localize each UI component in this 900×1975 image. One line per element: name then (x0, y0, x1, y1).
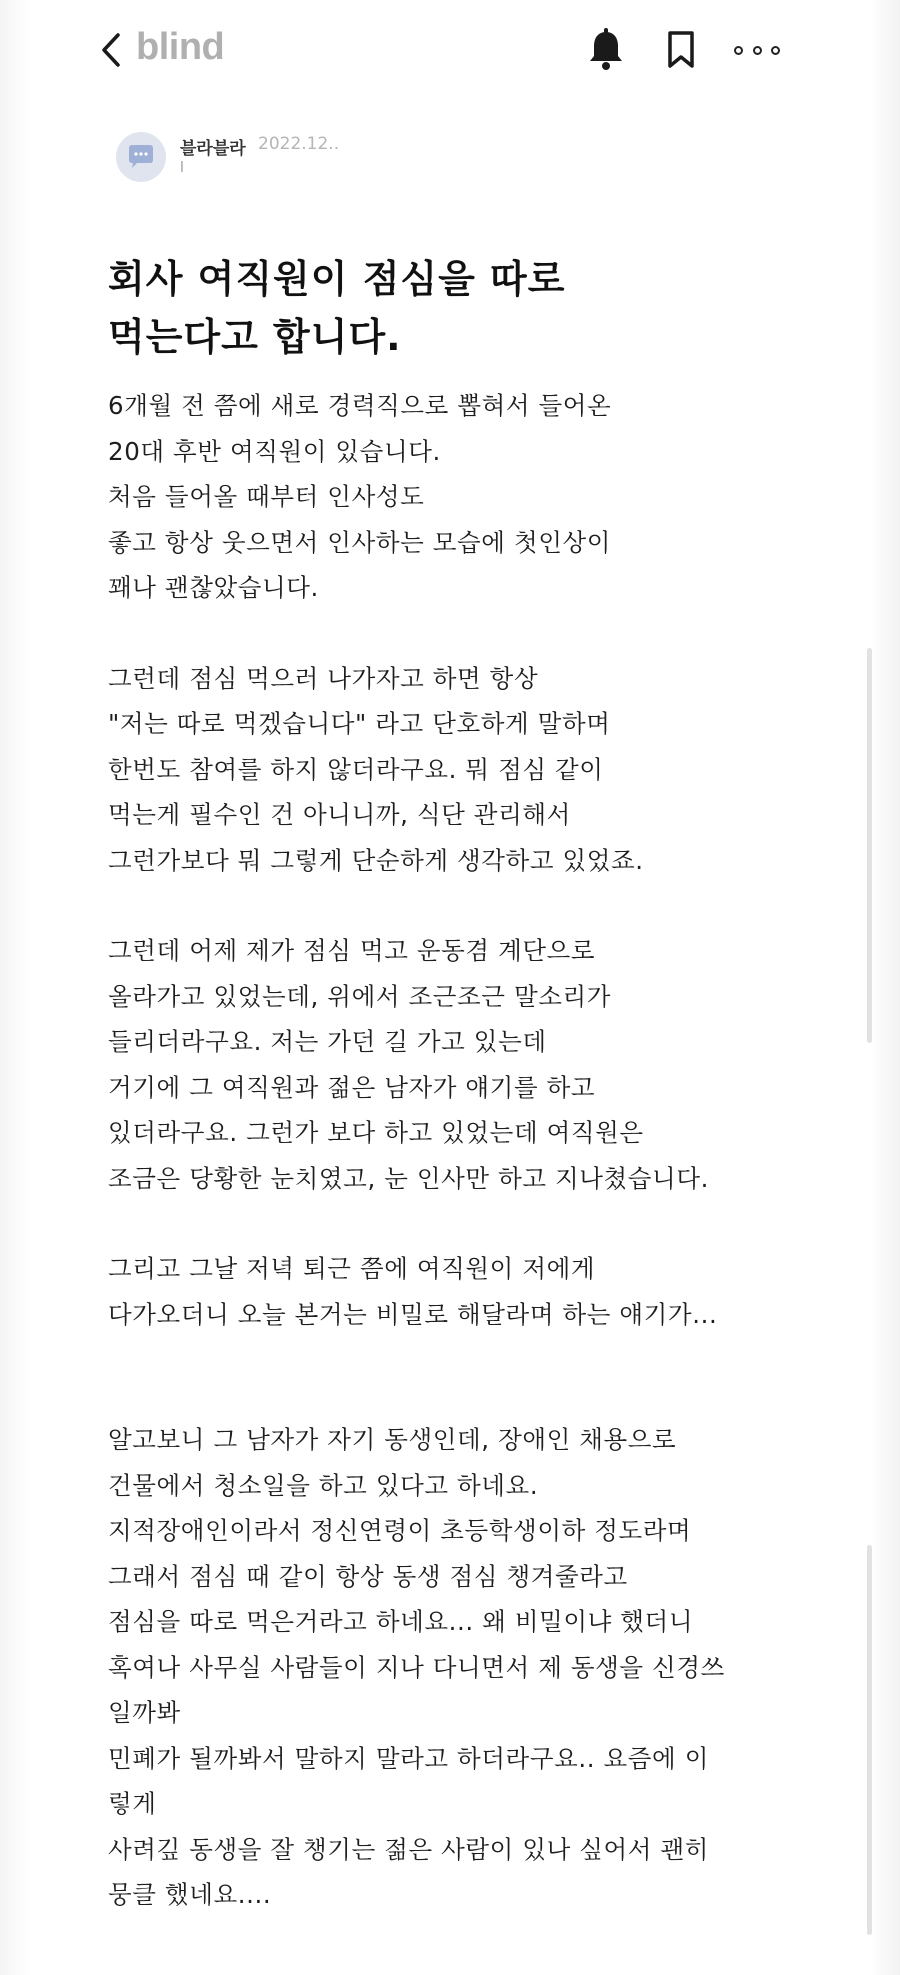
paragraph-gap (108, 1337, 848, 1417)
body-line: 거기에 그 여직원과 젊은 남자가 얘기를 하고 (108, 1072, 596, 1102)
body-line: 그런가보다 뭐 그렇게 단순하게 생각하고 있었죠. (108, 845, 644, 875)
scrollbar-thumb[interactable] (867, 1545, 872, 1935)
top-bar (0, 0, 900, 100)
paragraph (108, 1246, 848, 1337)
bell-icon (586, 28, 626, 72)
post-date: 2022.12.. (258, 134, 340, 154)
paragraph (108, 656, 848, 884)
author-company: l (180, 160, 184, 176)
body-line: 건물에서 청소일을 하고 있다고 하네요. (108, 1470, 539, 1500)
post-title (108, 250, 808, 366)
author-name[interactable]: 블라블라 (180, 139, 246, 159)
paragraph-gap (108, 611, 848, 656)
body-line: 그런데 어제 제가 점심 먹고 운동겸 계단으로 (108, 936, 596, 965)
body-line: 사려깊 동생을 잘 챙기는 젊은 사람이 있나 싶어서 괜히 (108, 1834, 709, 1864)
body-line: 혹여나 사무실 사람들이 지나 다니면서 제 동생을 신경쓰 (108, 1652, 725, 1682)
body-line: 좋고 항상 웃으면서 인사하는 모습에 첫인상이 (108, 527, 612, 557)
body-line: 들리더라구요. 저는 가던 길 가고 있는데 (108, 1027, 547, 1056)
title-line: 먹는다고 합니다. (108, 315, 402, 359)
body-line: "저는 따로 먹겠습니다" 라고 단호하게 말하며 (108, 709, 611, 738)
body-line: 꽤나 괜찮았습니다. (108, 573, 319, 602)
paragraph-gap (108, 883, 848, 928)
body-line: 다가오더니 오늘 본거는 비밀로 해달라며 하는 얘기가... (108, 1299, 718, 1329)
body-line: 알고보니 그 남자가 자기 동생인데, 장애인 채용으로 (108, 1425, 677, 1454)
body-line: 지적장애인이라서 정신연령이 초등학생이하 정도라며 (108, 1516, 692, 1545)
body-line: 올라가고 있었는데, 위에서 조근조근 말소리가 (108, 981, 612, 1011)
body-line: 처음 들어올 때부터 인사성도 (108, 482, 425, 511)
body-line: 뭉클 했네요.... (108, 1880, 272, 1909)
body-line: 렇게 (108, 1789, 157, 1818)
body-line: 먹는게 필수인 건 아니니까, 식단 관리해서 (108, 800, 571, 829)
body-line: 조금은 당황한 눈치였고, 눈 인사만 하고 지나쳤습니다. (108, 1163, 709, 1193)
body-line: 일까봐 (108, 1698, 181, 1727)
chevron-left-icon (100, 32, 122, 68)
scrollbar-thumb[interactable] (867, 648, 872, 1043)
body-line: 20대 후반 여직원이 있습니다. (108, 436, 441, 466)
more-icon (734, 46, 743, 55)
title-line: 회사 여직원이 점심을 따로 (108, 257, 566, 301)
body-line: 점심을 따로 먹은거라고 하네요... 왜 비밀이냐 했더니 (108, 1607, 694, 1636)
bookmark-icon (664, 30, 698, 70)
body-line: 그리고 그날 저녁 퇴근 쯤에 여직원이 저에게 (108, 1254, 596, 1283)
body-line: 6개월 전 쯤에 새로 경력직으로 뽑혀서 들어온 (108, 391, 612, 420)
notification-button[interactable] (586, 28, 626, 72)
author-avatar[interactable] (116, 132, 166, 182)
body-line: 민폐가 될까봐서 말하지 말라고 하더라구요.. 요즘에 이 (108, 1743, 709, 1773)
app-logo[interactable]: blind (136, 26, 225, 68)
chat-bubble-icon (126, 144, 156, 170)
back-button[interactable] (96, 28, 126, 72)
post-body (108, 383, 848, 1918)
body-line: 그래서 점심 때 같이 항상 동생 점심 챙겨줄라고 (108, 1561, 628, 1591)
body-line: 있더라구요. 그런가 보다 하고 있었는데 여직원은 (108, 1118, 644, 1147)
paragraph (108, 928, 848, 1201)
bookmark-button[interactable] (664, 30, 698, 70)
more-options-button[interactable] (734, 38, 780, 62)
paragraph (108, 383, 848, 611)
body-line: 그런데 점심 먹으러 나가자고 하면 항상 (108, 663, 539, 693)
body-line: 한번도 참여를 하지 않더라구요. 뭐 점심 같이 (108, 754, 604, 784)
paragraph-gap (108, 1201, 848, 1246)
paragraph (108, 1417, 848, 1918)
